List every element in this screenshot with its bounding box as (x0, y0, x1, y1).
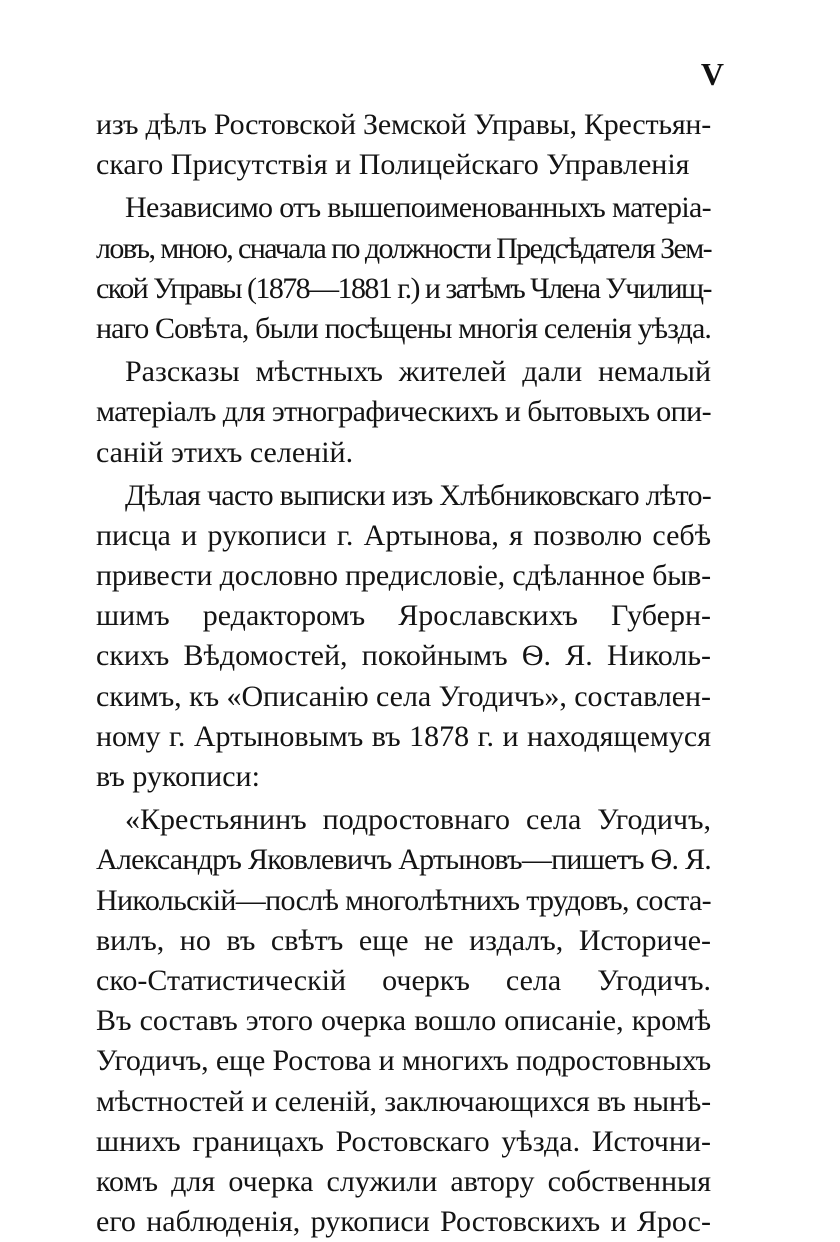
text-line: ской Управы (1878—1881 г.) и затѣмъ Члена Училищ- (96, 271, 711, 305)
body-text (96, 105, 711, 1242)
quotation-paragraph (96, 800, 711, 1242)
text-line: Угодичъ, еще Ростова и многихъ подростовныхъ (96, 1044, 711, 1078)
text-line: Дѣлая часто выписки изъ Хлѣбниковскаго лѣто- (125, 478, 711, 512)
text-line: шимъ редакторомъ Ярославскихъ Губерн- (96, 599, 711, 633)
text-line: комъ для очерка служили автору собственныя (96, 1164, 711, 1198)
paragraph (96, 476, 711, 798)
text-line: наго Совѣта, были посѣщены многія селенія уѣзда. (96, 311, 711, 345)
text-line: скаго Присутствія и Полицейскаго Управленія (96, 148, 690, 182)
text-line: писца и рукописи г. Артынова, я позволю себѣ (96, 518, 711, 552)
text-line: Александръ Яковлевичъ Артыновъ—пишетъ Ѳ. Я. (96, 843, 711, 877)
paragraph (96, 105, 711, 185)
text-line: мѣстностей и селеній, заключающихся въ нынѣ- (96, 1084, 711, 1118)
text-line: изъ дѣлъ Ростовской Земской Управы, Крестьян- (96, 108, 711, 141)
text-line: скимъ, къ «Описанію села Угодичъ», составлен- (96, 679, 711, 713)
text-line: вилъ, но въ свѣтъ еще не издалъ, Историче- (96, 923, 711, 957)
text-line: въ рукописи: (96, 760, 260, 793)
page-number: V (700, 56, 724, 92)
text-line: Никольскій—послѣ многолѣтнихъ трудовъ, соста- (96, 883, 711, 917)
text-line: ному г. Артыновымъ въ 1878 г. и находящемуся (96, 719, 711, 753)
text-line: Разсказы мѣстныхъ жителей дали немалый (125, 355, 711, 389)
text-line: «Крестьянинъ подростовнаго села Угодичъ, (125, 803, 711, 837)
paragraph (96, 352, 711, 473)
text-line: ловъ, мною, сначала по должности Предсѣдателя Зем- (96, 231, 711, 265)
text-line: скихъ Вѣдомостей, покойнымъ Ѳ. Я. Николь- (96, 639, 711, 673)
text-line: его наблюденія, рукописи Ростовскихъ и Ярос- (96, 1205, 711, 1239)
text-line: матеріалъ для этнографическихъ и бытовыхъ опи- (96, 395, 711, 429)
text-line: шнихъ границахъ Ростовскаго уѣзда. Источни- (96, 1124, 711, 1158)
text-line: ско-Статистическій очеркъ села Угодичъ. (96, 963, 711, 997)
paragraph (96, 188, 711, 349)
text-line: привести дословно предисловіе, сдѣланное быв- (96, 559, 711, 593)
text-line: Въ составъ этого очерка вошло описаніе, кромѣ (96, 1004, 711, 1038)
text-line: Независимо отъ вышепоименованныхъ матеріа- (125, 191, 711, 225)
text-line: саній этихъ селеній. (96, 435, 354, 469)
